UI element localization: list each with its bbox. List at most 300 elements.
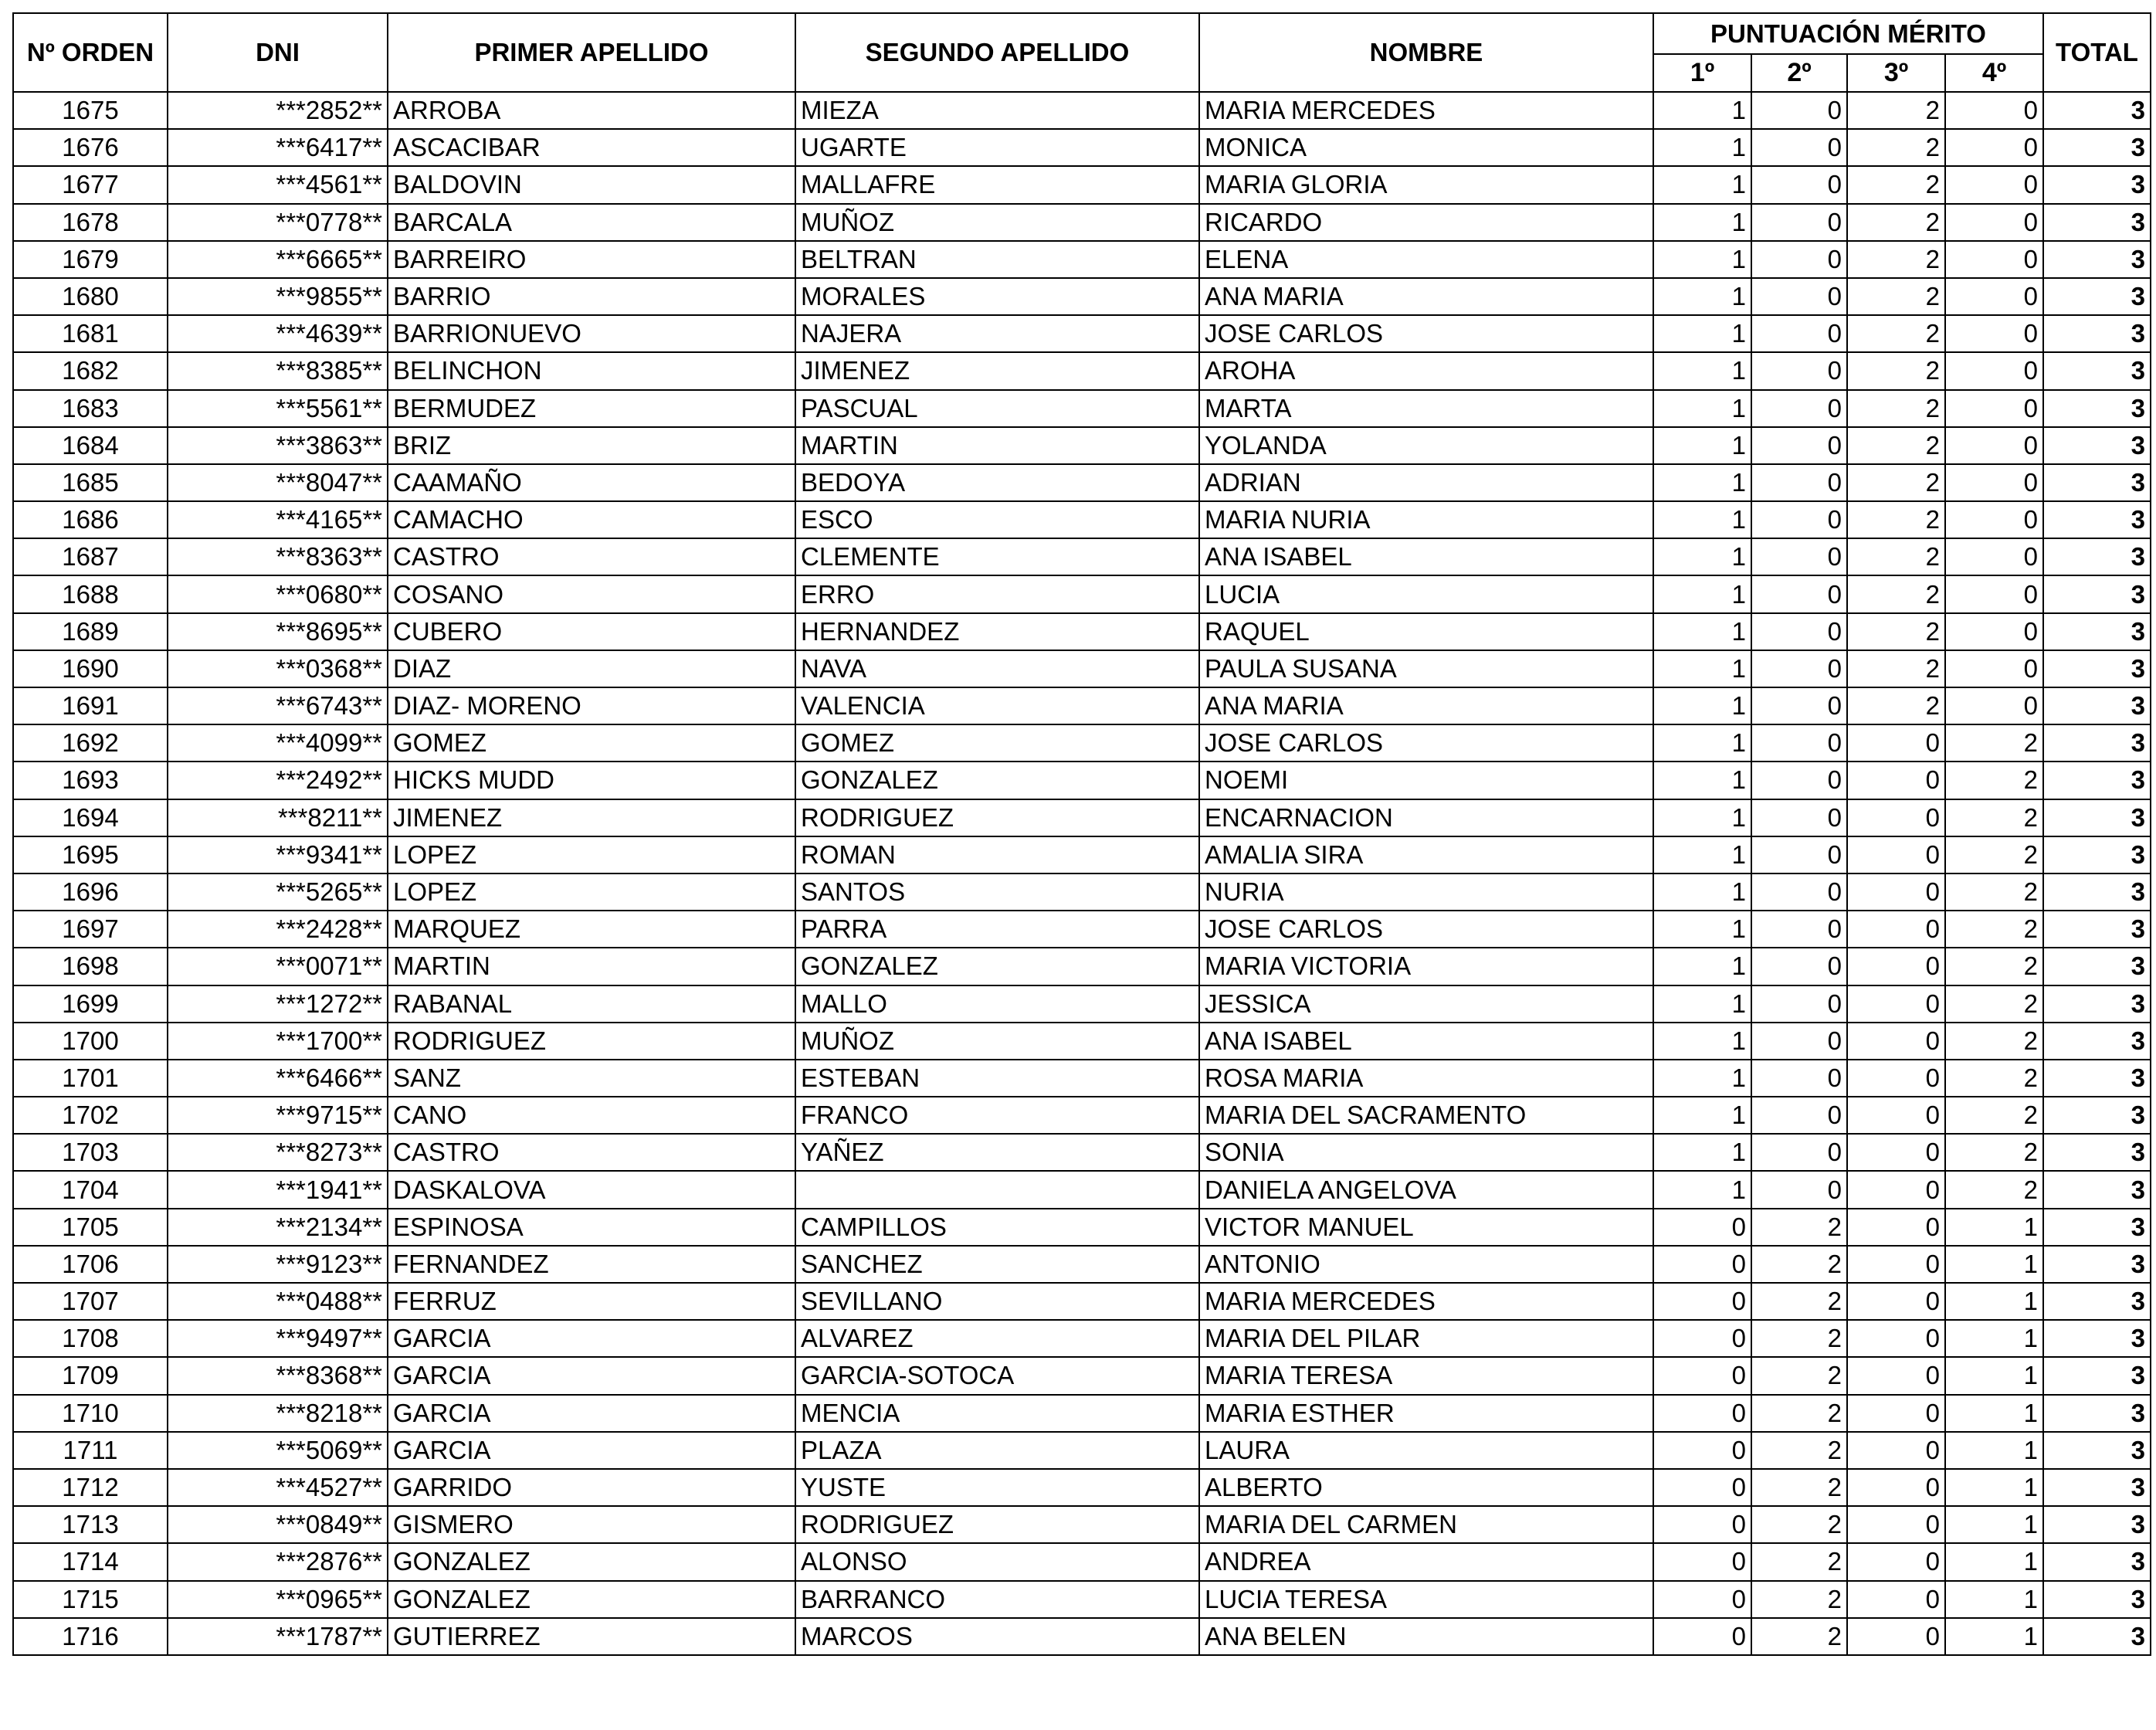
cell-nombre: MARTA — [1199, 390, 1653, 427]
cell-merit-2: 0 — [1751, 948, 1847, 985]
table-row — [13, 538, 2151, 575]
cell-merit-3: 0 — [1847, 1506, 1945, 1543]
cell-merit-4: 0 — [1945, 204, 2043, 241]
cell-segundo-apellido: PASCUAL — [795, 390, 1199, 427]
cell-merit-1: 1 — [1653, 129, 1751, 166]
header-segundo-apellido: SEGUNDO APELLIDO — [795, 13, 1199, 92]
cell-total: 3 — [2043, 1097, 2151, 1134]
cell-dni: ***5069** — [168, 1432, 388, 1469]
cell-merit-1: 0 — [1653, 1283, 1751, 1320]
cell-merit-1: 1 — [1653, 241, 1751, 278]
cell-nombre: ENCARNACION — [1199, 799, 1653, 836]
cell-merit-3: 0 — [1847, 762, 1945, 799]
cell-merit-1: 1 — [1653, 985, 1751, 1023]
table-row — [13, 1320, 2151, 1357]
table-row — [13, 1097, 2151, 1134]
cell-merit-2: 0 — [1751, 985, 1847, 1023]
table-row — [13, 873, 2151, 911]
cell-total: 3 — [2043, 1246, 2151, 1283]
cell-merit-4: 2 — [1945, 948, 2043, 985]
cell-merit-3: 2 — [1847, 92, 1945, 129]
cell-dni: ***8273** — [168, 1134, 388, 1171]
cell-merit-3: 2 — [1847, 650, 1945, 687]
table-row — [13, 1209, 2151, 1246]
cell-primer-apellido: CASTRO — [388, 538, 795, 575]
table-row — [13, 1134, 2151, 1171]
cell-merit-2: 2 — [1751, 1320, 1847, 1357]
cell-total: 3 — [2043, 278, 2151, 315]
cell-merit-1: 1 — [1653, 352, 1751, 389]
cell-merit-3: 2 — [1847, 352, 1945, 389]
cell-merit-2: 0 — [1751, 613, 1847, 650]
cell-primer-apellido: GOMEZ — [388, 724, 795, 762]
header-orden: Nº ORDEN — [13, 13, 168, 92]
cell-merit-2: 0 — [1751, 166, 1847, 203]
cell-primer-apellido: BELINCHON — [388, 352, 795, 389]
cell-nombre: AMALIA SIRA — [1199, 836, 1653, 873]
cell-merit-2: 0 — [1751, 1134, 1847, 1171]
cell-merit-1: 0 — [1653, 1432, 1751, 1469]
cell-nombre: MARIA NURIA — [1199, 501, 1653, 538]
cell-orden: 1683 — [13, 390, 168, 427]
cell-merit-1: 1 — [1653, 1097, 1751, 1134]
table-row — [13, 204, 2151, 241]
table-row — [13, 464, 2151, 501]
table-row — [13, 799, 2151, 836]
cell-merit-3: 0 — [1847, 1023, 1945, 1060]
cell-merit-1: 1 — [1653, 1060, 1751, 1097]
cell-merit-2: 0 — [1751, 538, 1847, 575]
cell-merit-4: 0 — [1945, 687, 2043, 724]
cell-merit-3: 2 — [1847, 129, 1945, 166]
cell-orden: 1692 — [13, 724, 168, 762]
cell-merit-1: 0 — [1653, 1618, 1751, 1655]
cell-merit-4: 1 — [1945, 1581, 2043, 1618]
cell-merit-4: 2 — [1945, 799, 2043, 836]
cell-merit-1: 1 — [1653, 427, 1751, 464]
table-row — [13, 1543, 2151, 1580]
cell-merit-2: 0 — [1751, 687, 1847, 724]
cell-orden: 1679 — [13, 241, 168, 278]
cell-nombre: JOSE CARLOS — [1199, 911, 1653, 948]
cell-merit-1: 1 — [1653, 278, 1751, 315]
cell-merit-3: 2 — [1847, 390, 1945, 427]
cell-total: 3 — [2043, 1469, 2151, 1506]
cell-dni: ***1700** — [168, 1023, 388, 1060]
cell-total: 3 — [2043, 650, 2151, 687]
cell-merit-2: 2 — [1751, 1581, 1847, 1618]
cell-merit-3: 0 — [1847, 1320, 1945, 1357]
cell-segundo-apellido: NAVA — [795, 650, 1199, 687]
cell-nombre: MARIA DEL SACRAMENTO — [1199, 1097, 1653, 1134]
cell-dni: ***8211** — [168, 799, 388, 836]
cell-dni: ***8218** — [168, 1395, 388, 1432]
cell-total: 3 — [2043, 799, 2151, 836]
table-row — [13, 241, 2151, 278]
cell-total: 3 — [2043, 241, 2151, 278]
cell-nombre: JESSICA — [1199, 985, 1653, 1023]
cell-segundo-apellido: SANCHEZ — [795, 1246, 1199, 1283]
cell-primer-apellido: RODRIGUEZ — [388, 1023, 795, 1060]
cell-merit-4: 1 — [1945, 1209, 2043, 1246]
table-row — [13, 948, 2151, 985]
cell-dni: ***3863** — [168, 427, 388, 464]
cell-nombre: RAQUEL — [1199, 613, 1653, 650]
cell-segundo-apellido: GOMEZ — [795, 724, 1199, 762]
cell-merit-1: 1 — [1653, 204, 1751, 241]
cell-merit-1: 1 — [1653, 1134, 1751, 1171]
cell-dni: ***6466** — [168, 1060, 388, 1097]
cell-segundo-apellido: MUÑOZ — [795, 204, 1199, 241]
cell-orden: 1710 — [13, 1395, 168, 1432]
cell-dni: ***1787** — [168, 1618, 388, 1655]
cell-nombre: NOEMI — [1199, 762, 1653, 799]
cell-merit-2: 2 — [1751, 1618, 1847, 1655]
table-row — [13, 836, 2151, 873]
cell-segundo-apellido: CLEMENTE — [795, 538, 1199, 575]
cell-merit-3: 0 — [1847, 873, 1945, 911]
cell-nombre: MARIA VICTORIA — [1199, 948, 1653, 985]
cell-merit-3: 0 — [1847, 1432, 1945, 1469]
table-row — [13, 650, 2151, 687]
table-row — [13, 1395, 2151, 1432]
table-row — [13, 613, 2151, 650]
cell-orden: 1687 — [13, 538, 168, 575]
table-row — [13, 315, 2151, 352]
cell-merit-2: 0 — [1751, 129, 1847, 166]
header-merit-2: 2º — [1751, 54, 1847, 92]
cell-merit-1: 0 — [1653, 1506, 1751, 1543]
cell-dni: ***8363** — [168, 538, 388, 575]
cell-segundo-apellido: ESCO — [795, 501, 1199, 538]
cell-merit-4: 0 — [1945, 315, 2043, 352]
cell-dni: ***0680** — [168, 575, 388, 612]
cell-nombre: PAULA SUSANA — [1199, 650, 1653, 687]
cell-primer-apellido: FERNANDEZ — [388, 1246, 795, 1283]
cell-primer-apellido: CASTRO — [388, 1134, 795, 1171]
table-row — [13, 92, 2151, 129]
cell-primer-apellido: HICKS MUDD — [388, 762, 795, 799]
header-primer-apellido: PRIMER APELLIDO — [388, 13, 795, 92]
cell-merit-4: 2 — [1945, 1023, 2043, 1060]
cell-merit-2: 0 — [1751, 352, 1847, 389]
cell-total: 3 — [2043, 92, 2151, 129]
cell-dni: ***9497** — [168, 1320, 388, 1357]
cell-total: 3 — [2043, 390, 2151, 427]
cell-dni: ***1272** — [168, 985, 388, 1023]
cell-nombre: LAURA — [1199, 1432, 1653, 1469]
cell-merit-1: 0 — [1653, 1246, 1751, 1283]
cell-orden: 1695 — [13, 836, 168, 873]
table-row — [13, 352, 2151, 389]
cell-total: 3 — [2043, 129, 2151, 166]
table-row — [13, 129, 2151, 166]
cell-segundo-apellido: MORALES — [795, 278, 1199, 315]
cell-total: 3 — [2043, 1320, 2151, 1357]
cell-total: 3 — [2043, 873, 2151, 911]
cell-merit-4: 1 — [1945, 1283, 2043, 1320]
cell-primer-apellido: BARREIRO — [388, 241, 795, 278]
cell-merit-3: 2 — [1847, 278, 1945, 315]
cell-nombre: ROSA MARIA — [1199, 1060, 1653, 1097]
cell-merit-1: 1 — [1653, 1171, 1751, 1208]
cell-merit-3: 2 — [1847, 501, 1945, 538]
cell-segundo-apellido: MUÑOZ — [795, 1023, 1199, 1060]
cell-nombre: ANA ISABEL — [1199, 1023, 1653, 1060]
cell-nombre: ADRIAN — [1199, 464, 1653, 501]
cell-total: 3 — [2043, 724, 2151, 762]
cell-segundo-apellido: ERRO — [795, 575, 1199, 612]
cell-total: 3 — [2043, 1357, 2151, 1394]
cell-merit-3: 0 — [1847, 985, 1945, 1023]
cell-merit-2: 0 — [1751, 501, 1847, 538]
cell-segundo-apellido: YUSTE — [795, 1469, 1199, 1506]
cell-merit-3: 0 — [1847, 1395, 1945, 1432]
cell-nombre: MARIA MERCEDES — [1199, 1283, 1653, 1320]
cell-nombre: JOSE CARLOS — [1199, 315, 1653, 352]
cell-primer-apellido: DIAZ- MORENO — [388, 687, 795, 724]
table-row — [13, 390, 2151, 427]
cell-orden: 1691 — [13, 687, 168, 724]
cell-segundo-apellido: SANTOS — [795, 873, 1199, 911]
cell-merit-4: 0 — [1945, 501, 2043, 538]
cell-merit-1: 1 — [1653, 464, 1751, 501]
cell-primer-apellido: MARQUEZ — [388, 911, 795, 948]
cell-segundo-apellido: HERNANDEZ — [795, 613, 1199, 650]
cell-dni: ***1941** — [168, 1171, 388, 1208]
cell-total: 3 — [2043, 1581, 2151, 1618]
cell-total: 3 — [2043, 687, 2151, 724]
cell-orden: 1701 — [13, 1060, 168, 1097]
cell-merit-1: 1 — [1653, 948, 1751, 985]
cell-nombre: DANIELA ANGELOVA — [1199, 1171, 1653, 1208]
cell-segundo-apellido: BEDOYA — [795, 464, 1199, 501]
cell-merit-4: 0 — [1945, 650, 2043, 687]
cell-merit-4: 1 — [1945, 1543, 2043, 1580]
cell-orden: 1712 — [13, 1469, 168, 1506]
cell-merit-4: 2 — [1945, 1097, 2043, 1134]
cell-total: 3 — [2043, 1171, 2151, 1208]
cell-dni: ***9855** — [168, 278, 388, 315]
cell-segundo-apellido: UGARTE — [795, 129, 1199, 166]
cell-merit-1: 1 — [1653, 538, 1751, 575]
cell-merit-4: 2 — [1945, 1060, 2043, 1097]
cell-total: 3 — [2043, 1618, 2151, 1655]
cell-merit-1: 0 — [1653, 1209, 1751, 1246]
cell-merit-4: 1 — [1945, 1246, 2043, 1283]
cell-segundo-apellido: PARRA — [795, 911, 1199, 948]
cell-total: 3 — [2043, 427, 2151, 464]
cell-merit-3: 0 — [1847, 1357, 1945, 1394]
cell-segundo-apellido: GARCIA-SOTOCA — [795, 1357, 1199, 1394]
table-row — [13, 1246, 2151, 1283]
cell-total: 3 — [2043, 166, 2151, 203]
cell-nombre: YOLANDA — [1199, 427, 1653, 464]
cell-merit-2: 0 — [1751, 836, 1847, 873]
table-row — [13, 1171, 2151, 1208]
cell-dni: ***5561** — [168, 390, 388, 427]
header-total: TOTAL — [2043, 13, 2151, 92]
table-row — [13, 1283, 2151, 1320]
cell-total: 3 — [2043, 613, 2151, 650]
cell-primer-apellido: GARCIA — [388, 1357, 795, 1394]
cell-dni: ***0368** — [168, 650, 388, 687]
cell-merit-1: 0 — [1653, 1543, 1751, 1580]
cell-merit-4: 0 — [1945, 538, 2043, 575]
cell-merit-3: 0 — [1847, 1469, 1945, 1506]
cell-dni: ***0071** — [168, 948, 388, 985]
cell-total: 3 — [2043, 1023, 2151, 1060]
cell-dni: ***2876** — [168, 1543, 388, 1580]
cell-dni: ***6743** — [168, 687, 388, 724]
header-merit-3: 3º — [1847, 54, 1945, 92]
header-merit-4: 4º — [1945, 54, 2043, 92]
cell-nombre: ANDREA — [1199, 1543, 1653, 1580]
cell-orden: 1713 — [13, 1506, 168, 1543]
cell-nombre: ALBERTO — [1199, 1469, 1653, 1506]
cell-segundo-apellido: RODRIGUEZ — [795, 799, 1199, 836]
cell-merit-4: 0 — [1945, 613, 2043, 650]
table-row — [13, 278, 2151, 315]
cell-nombre: ANTONIO — [1199, 1246, 1653, 1283]
cell-merit-2: 0 — [1751, 762, 1847, 799]
cell-merit-1: 1 — [1653, 762, 1751, 799]
header-nombre: NOMBRE — [1199, 13, 1653, 92]
cell-primer-apellido: BARRIO — [388, 278, 795, 315]
cell-merit-4: 2 — [1945, 985, 2043, 1023]
cell-dni: ***4099** — [168, 724, 388, 762]
cell-merit-1: 1 — [1653, 1023, 1751, 1060]
table-row — [13, 1618, 2151, 1655]
cell-primer-apellido: LOPEZ — [388, 873, 795, 911]
cell-primer-apellido: GONZALEZ — [388, 1581, 795, 1618]
cell-merit-1: 1 — [1653, 92, 1751, 129]
cell-merit-2: 0 — [1751, 464, 1847, 501]
merit-score-table — [12, 12, 2151, 1656]
cell-orden: 1690 — [13, 650, 168, 687]
cell-primer-apellido: RABANAL — [388, 985, 795, 1023]
cell-merit-1: 1 — [1653, 501, 1751, 538]
cell-orden: 1677 — [13, 166, 168, 203]
cell-merit-3: 2 — [1847, 315, 1945, 352]
cell-merit-2: 0 — [1751, 1023, 1847, 1060]
cell-dni: ***0778** — [168, 204, 388, 241]
cell-primer-apellido: MARTIN — [388, 948, 795, 985]
cell-primer-apellido: JIMENEZ — [388, 799, 795, 836]
cell-merit-1: 1 — [1653, 724, 1751, 762]
cell-merit-4: 0 — [1945, 427, 2043, 464]
cell-dni: ***9123** — [168, 1246, 388, 1283]
cell-dni: ***8695** — [168, 613, 388, 650]
cell-nombre: ANA MARIA — [1199, 278, 1653, 315]
cell-segundo-apellido: JIMENEZ — [795, 352, 1199, 389]
cell-primer-apellido: GONZALEZ — [388, 1543, 795, 1580]
cell-merit-4: 0 — [1945, 575, 2043, 612]
cell-total: 3 — [2043, 1506, 2151, 1543]
table-row — [13, 1357, 2151, 1394]
cell-merit-3: 2 — [1847, 575, 1945, 612]
cell-merit-3: 0 — [1847, 1097, 1945, 1134]
cell-merit-4: 0 — [1945, 92, 2043, 129]
cell-merit-4: 1 — [1945, 1432, 2043, 1469]
cell-merit-1: 1 — [1653, 390, 1751, 427]
cell-dni: ***9341** — [168, 836, 388, 873]
cell-merit-2: 2 — [1751, 1357, 1847, 1394]
cell-primer-apellido: GUTIERREZ — [388, 1618, 795, 1655]
cell-nombre: MARIA GLORIA — [1199, 166, 1653, 203]
cell-merit-2: 0 — [1751, 427, 1847, 464]
cell-segundo-apellido: VALENCIA — [795, 687, 1199, 724]
cell-orden: 1711 — [13, 1432, 168, 1469]
cell-primer-apellido: CANO — [388, 1097, 795, 1134]
cell-merit-4: 1 — [1945, 1506, 2043, 1543]
cell-primer-apellido: ASCACIBAR — [388, 129, 795, 166]
cell-merit-1: 1 — [1653, 575, 1751, 612]
cell-primer-apellido: BARRIONUEVO — [388, 315, 795, 352]
cell-total: 3 — [2043, 1395, 2151, 1432]
cell-total: 3 — [2043, 1283, 2151, 1320]
cell-total: 3 — [2043, 1543, 2151, 1580]
cell-primer-apellido: BALDOVIN — [388, 166, 795, 203]
cell-primer-apellido: GARRIDO — [388, 1469, 795, 1506]
cell-nombre: ANA MARIA — [1199, 687, 1653, 724]
cell-dni: ***0849** — [168, 1506, 388, 1543]
header-puntuacion-merito: PUNTUACIÓN MÉRITO — [1653, 13, 2043, 54]
cell-dni: ***9715** — [168, 1097, 388, 1134]
cell-merit-1: 0 — [1653, 1581, 1751, 1618]
cell-segundo-apellido: PLAZA — [795, 1432, 1199, 1469]
table-row — [13, 1469, 2151, 1506]
cell-orden: 1703 — [13, 1134, 168, 1171]
cell-merit-2: 0 — [1751, 911, 1847, 948]
cell-merit-3: 0 — [1847, 1246, 1945, 1283]
cell-merit-2: 2 — [1751, 1469, 1847, 1506]
cell-orden: 1707 — [13, 1283, 168, 1320]
cell-merit-3: 0 — [1847, 1283, 1945, 1320]
cell-merit-1: 1 — [1653, 687, 1751, 724]
cell-segundo-apellido: FRANCO — [795, 1097, 1199, 1134]
table-row — [13, 1581, 2151, 1618]
cell-orden: 1693 — [13, 762, 168, 799]
cell-merit-2: 0 — [1751, 873, 1847, 911]
cell-orden: 1682 — [13, 352, 168, 389]
cell-merit-3: 2 — [1847, 166, 1945, 203]
cell-merit-2: 0 — [1751, 799, 1847, 836]
cell-segundo-apellido: BELTRAN — [795, 241, 1199, 278]
cell-nombre: MARIA MERCEDES — [1199, 92, 1653, 129]
cell-merit-4: 2 — [1945, 1171, 2043, 1208]
cell-segundo-apellido: CAMPILLOS — [795, 1209, 1199, 1246]
cell-merit-4: 1 — [1945, 1395, 2043, 1432]
table-row — [13, 724, 2151, 762]
cell-dni: ***8385** — [168, 352, 388, 389]
cell-merit-3: 0 — [1847, 1543, 1945, 1580]
table-row — [13, 985, 2151, 1023]
table-row — [13, 762, 2151, 799]
cell-merit-3: 2 — [1847, 464, 1945, 501]
cell-dni: ***4561** — [168, 166, 388, 203]
cell-merit-3: 0 — [1847, 1209, 1945, 1246]
cell-merit-3: 2 — [1847, 538, 1945, 575]
cell-merit-1: 1 — [1653, 799, 1751, 836]
cell-merit-4: 0 — [1945, 166, 2043, 203]
cell-merit-2: 2 — [1751, 1283, 1847, 1320]
cell-segundo-apellido: RODRIGUEZ — [795, 1506, 1199, 1543]
cell-merit-4: 0 — [1945, 390, 2043, 427]
cell-merit-2: 0 — [1751, 1171, 1847, 1208]
cell-nombre: ELENA — [1199, 241, 1653, 278]
cell-nombre: MONICA — [1199, 129, 1653, 166]
